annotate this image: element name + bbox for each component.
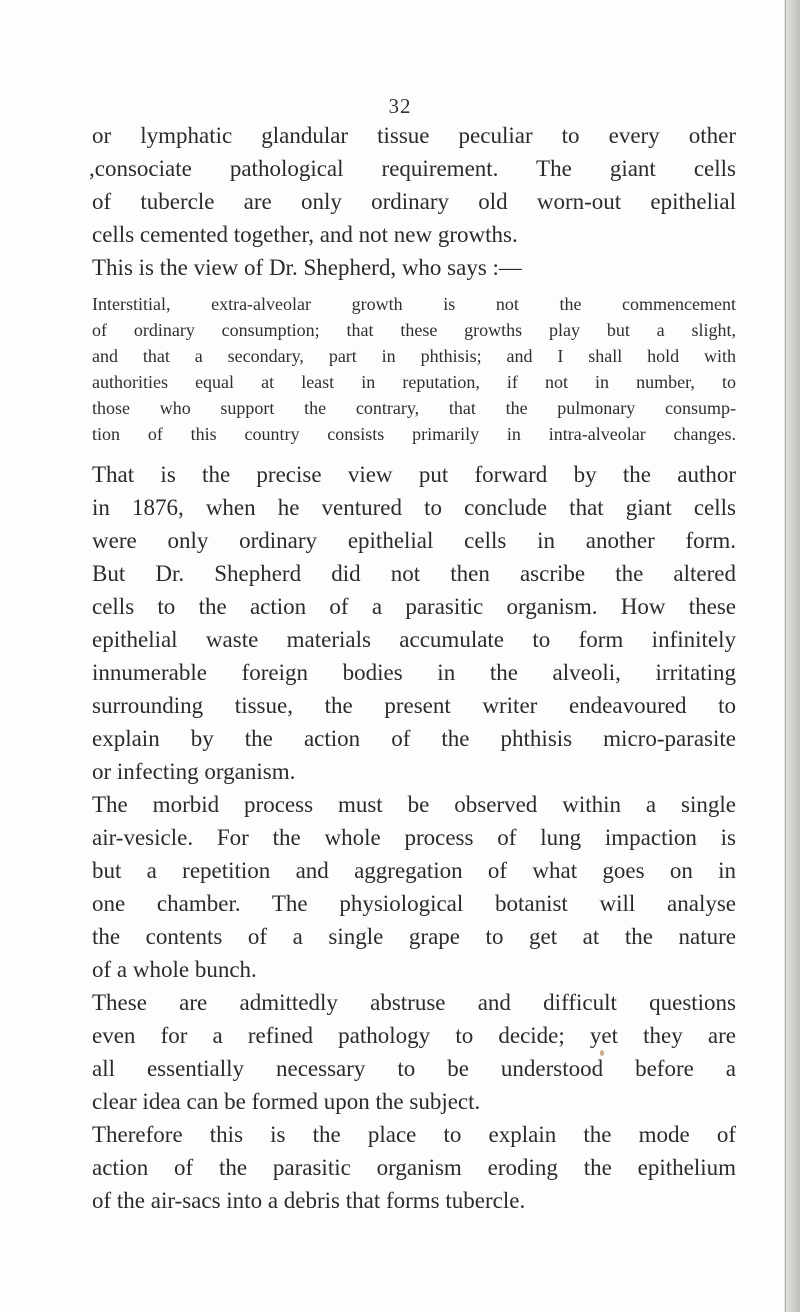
quotation-line: and that a secondary, part in phthisis; and I shall hold with (92, 346, 736, 366)
text-line: These are admittedly abstruse and difficult questions (92, 990, 736, 1015)
text-line: surrounding tissue, the present writer endeavoured to (92, 693, 736, 718)
text-line: clear idea can be formed upon the subject. (92, 1089, 481, 1114)
quotation-line: Interstitial, extra-alveolar growth is not the commencement (92, 294, 736, 314)
quotation-line: of ordinary consumption; that these growths play but a slight, (92, 320, 736, 340)
page-binding-line (785, 0, 786, 1312)
text-line: action of the parasitic organism eroding the epithelium (92, 1155, 736, 1180)
quotation-line: those who support the contrary, that the pulmonary consump- (92, 398, 736, 418)
text-line: or infecting organism. (92, 759, 296, 784)
text-line: Therefore this is the place to explain the mode of (92, 1122, 736, 1147)
text-line: That is the precise view put forward by the author (92, 462, 736, 487)
text-line: The morbid process must be observed within a single (92, 792, 736, 817)
text-line: or lymphatic glandular tissue peculiar to every other (92, 123, 736, 148)
text-line: cells to the action of a parasitic organism. How these (92, 594, 736, 619)
text-line: one chamber. The physiological botanist will analyse (92, 891, 736, 916)
text-line: cells cemented together, and not new growths. (92, 222, 518, 247)
text-line: of tubercle are only ordinary old worn-out epithelial (92, 189, 736, 214)
text-line: but a repetition and aggregation of what goes on in (92, 858, 736, 883)
text-line: explain by the action of the phthisis micro-parasite (92, 726, 736, 751)
text-line: innumerable foreign bodies in the alveoli, irritating (92, 660, 736, 685)
text-line: But Dr. Shepherd did not then ascribe the altered (92, 561, 736, 586)
text-line: even for a refined pathology to decide; yet they are (92, 1023, 736, 1048)
text-line: ,consociate pathological requirement. The giant cells (89, 156, 736, 181)
text-line: epithelial waste materials accumulate to form infinitely (92, 627, 736, 652)
text-line: This is the view of Dr. Shepherd, who says :— (92, 255, 522, 280)
text-line: the contents of a single grape to get at the nature (92, 924, 736, 949)
text-line: air-vesicle. For the whole process of lung impaction is (92, 825, 736, 850)
text-line: all essentially necessary to be understood before a (92, 1056, 736, 1081)
text-line: of the air-sacs into a debris that forms tubercle. (92, 1188, 526, 1213)
text-line: were only ordinary epithelial cells in another form. (92, 528, 736, 553)
quotation-line: tion of this country consists primarily in intra-alveolar changes. (92, 424, 736, 444)
page-number: 32 (388, 94, 412, 118)
text-line: of a whole bunch. (92, 957, 257, 982)
paper-speck (600, 1050, 604, 1056)
quotation-line: authorities equal at least in reputation, if not in number, to (92, 372, 736, 392)
page-binding-edge (784, 0, 800, 1312)
text-line: in 1876, when he ventured to conclude that giant cells (92, 495, 736, 520)
